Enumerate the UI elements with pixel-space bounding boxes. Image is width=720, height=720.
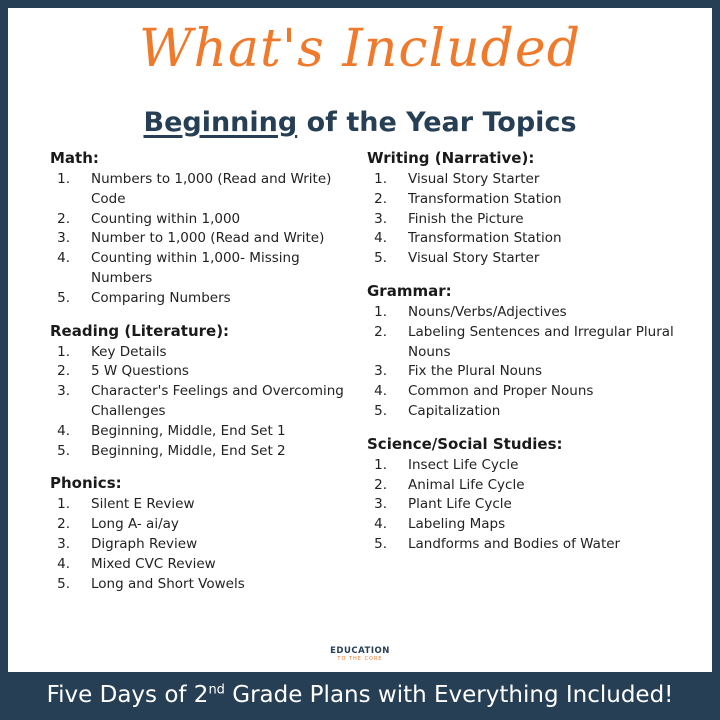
list-item	[50, 289, 360, 309]
list-item-text: Beginning, Middle, End Set 2	[91, 442, 286, 459]
list-item-number: 4.	[374, 383, 387, 400]
list-item	[50, 170, 360, 210]
list-item	[50, 382, 360, 422]
list-item	[367, 382, 677, 402]
topic-section	[367, 434, 677, 555]
list-item	[50, 229, 360, 249]
list-item	[367, 190, 677, 210]
list-item	[367, 249, 677, 269]
list-item	[50, 555, 360, 575]
list-item-text: Comparing Numbers	[91, 289, 231, 306]
list-item	[50, 575, 360, 595]
list-item	[50, 249, 360, 289]
list-item-text: Animal Life Cycle	[408, 476, 525, 493]
list-item-number: 3.	[57, 383, 70, 400]
list-item-number: 1.	[57, 171, 70, 187]
topic-section	[50, 148, 360, 309]
list-item	[50, 495, 360, 515]
list-item-text: Capitalization	[408, 402, 501, 419]
list-item-text: Number to 1,000 (Read and Write)	[91, 230, 325, 247]
subtitle-rest: of the Year Topics	[297, 107, 577, 138]
list-item	[50, 442, 360, 462]
list-item	[367, 535, 677, 555]
list-item-text: Character's Feelings and Overcoming Challenges	[91, 383, 344, 419]
list-item-text: Long and Short Vowels	[91, 575, 245, 592]
section-title: Science/Social Studies:	[367, 434, 563, 453]
list-item	[367, 362, 677, 382]
topic-list	[367, 456, 677, 555]
list-item-number: 1.	[374, 456, 387, 473]
list-item-text: Finish the Picture	[408, 210, 524, 227]
list-item-text: Fix the Plural Nouns	[408, 363, 543, 380]
section-title: Writing (Narrative):	[367, 149, 535, 167]
list-item-number: 1.	[57, 343, 70, 360]
list-item	[367, 402, 677, 422]
list-item	[50, 422, 360, 442]
list-item-text: Counting within 1,000- Missing Numbers	[91, 250, 300, 286]
topic-section	[367, 281, 677, 422]
list-item-number: 1.	[57, 496, 70, 513]
list-item	[50, 515, 360, 535]
education-to-the-core-logo	[8, 646, 712, 663]
list-item-text: Long A- ai/ay	[91, 516, 179, 533]
list-item-text: 5 W Questions	[91, 363, 189, 380]
topic-list	[367, 303, 677, 422]
list-item-text: Digraph Review	[91, 535, 198, 552]
banner-text-after: Grade Plans with Everything Included!	[224, 682, 674, 708]
list-item-text: Silent E Review	[91, 496, 195, 513]
list-item-number: 5.	[57, 575, 70, 592]
list-item-number: 5.	[374, 402, 387, 419]
list-item-number: 3.	[57, 230, 70, 247]
section-title: Reading (Literature):	[50, 321, 230, 340]
list-item	[367, 323, 677, 363]
section-title: Grammar:	[367, 281, 452, 300]
list-item-number: 2.	[57, 363, 70, 380]
topic-section	[50, 473, 360, 594]
topic-list	[50, 170, 360, 309]
list-item-number: 4.	[57, 555, 70, 572]
subtitle	[8, 105, 712, 141]
list-item	[367, 456, 677, 476]
list-item-text: Landforms and Bodies of Water	[408, 535, 621, 552]
list-item-text: Transformation Station	[408, 190, 562, 207]
subtitle-underlined-word: Beginning	[143, 107, 298, 138]
list-item-text: Mixed CVC Review	[91, 555, 216, 572]
list-item-number: 4.	[374, 230, 387, 247]
list-item-text: Visual Story Starter	[408, 171, 540, 187]
topic-list	[50, 495, 360, 594]
list-item-text: Key Details	[91, 343, 167, 360]
list-item-number: 2.	[374, 323, 387, 340]
script-title: What's Included	[139, 19, 581, 79]
list-item-number: 4.	[57, 422, 70, 439]
list-item-number: 5.	[57, 442, 70, 459]
right-column	[367, 148, 677, 567]
left-column	[50, 148, 360, 606]
list-item-text: Labeling Sentences and Irregular Plural Nouns	[408, 323, 674, 360]
list-item	[367, 170, 677, 190]
list-item-number: 4.	[57, 250, 70, 267]
list-item-number: 1.	[374, 171, 387, 187]
list-item-number: 1.	[374, 303, 387, 320]
list-item-number: 3.	[374, 496, 387, 513]
topic-section	[367, 148, 677, 269]
list-item-number: 3.	[374, 363, 387, 380]
list-item	[50, 210, 360, 230]
list-item-number: 3.	[57, 535, 70, 552]
section-title: Phonics:	[50, 474, 122, 493]
list-item	[367, 515, 677, 535]
list-item-number: 5.	[374, 535, 387, 552]
list-item	[367, 303, 677, 323]
section-title: Math:	[50, 149, 99, 167]
logo-line-2: TO THE CORE	[337, 656, 383, 662]
list-item-text: Numbers to 1,000 (Read and Write) Code	[91, 171, 332, 207]
list-item-number: 2.	[57, 210, 70, 227]
list-item-number: 5.	[57, 289, 70, 306]
list-item	[367, 229, 677, 249]
topic-list	[50, 343, 360, 462]
banner-text-before: Five Days of 2	[46, 682, 209, 708]
list-item-text: Beginning, Middle, End Set 1	[91, 422, 286, 439]
list-item-text: Nouns/Verbs/Adjectives	[408, 303, 567, 320]
list-item-number: 2.	[374, 476, 387, 493]
list-item	[50, 362, 360, 382]
list-item-number: 3.	[374, 210, 387, 227]
footer-banner	[0, 672, 720, 720]
content-card	[8, 8, 712, 672]
list-item-text: Labeling Maps	[408, 516, 506, 533]
list-item-number: 4.	[374, 516, 387, 533]
topic-section	[50, 321, 360, 462]
list-item-number: 5.	[374, 250, 387, 267]
list-item	[367, 495, 677, 515]
list-item	[367, 476, 677, 496]
list-item-text: Transformation Station	[408, 230, 562, 247]
list-item-number: 2.	[57, 516, 70, 533]
list-item-text: Counting within 1,000	[91, 210, 241, 227]
list-item-number: 2.	[374, 190, 387, 207]
list-item	[50, 535, 360, 555]
logo-line-1: EDUCATION	[330, 646, 390, 656]
list-item-text: Visual Story Starter	[408, 250, 540, 267]
topic-list	[367, 170, 677, 269]
list-item-text: Insect Life Cycle	[408, 456, 519, 473]
banner-superscript: nd	[208, 682, 225, 698]
list-item-text: Common and Proper Nouns	[408, 383, 594, 400]
list-item	[50, 343, 360, 363]
list-item	[367, 210, 677, 230]
list-item-text: Plant Life Cycle	[408, 496, 512, 513]
